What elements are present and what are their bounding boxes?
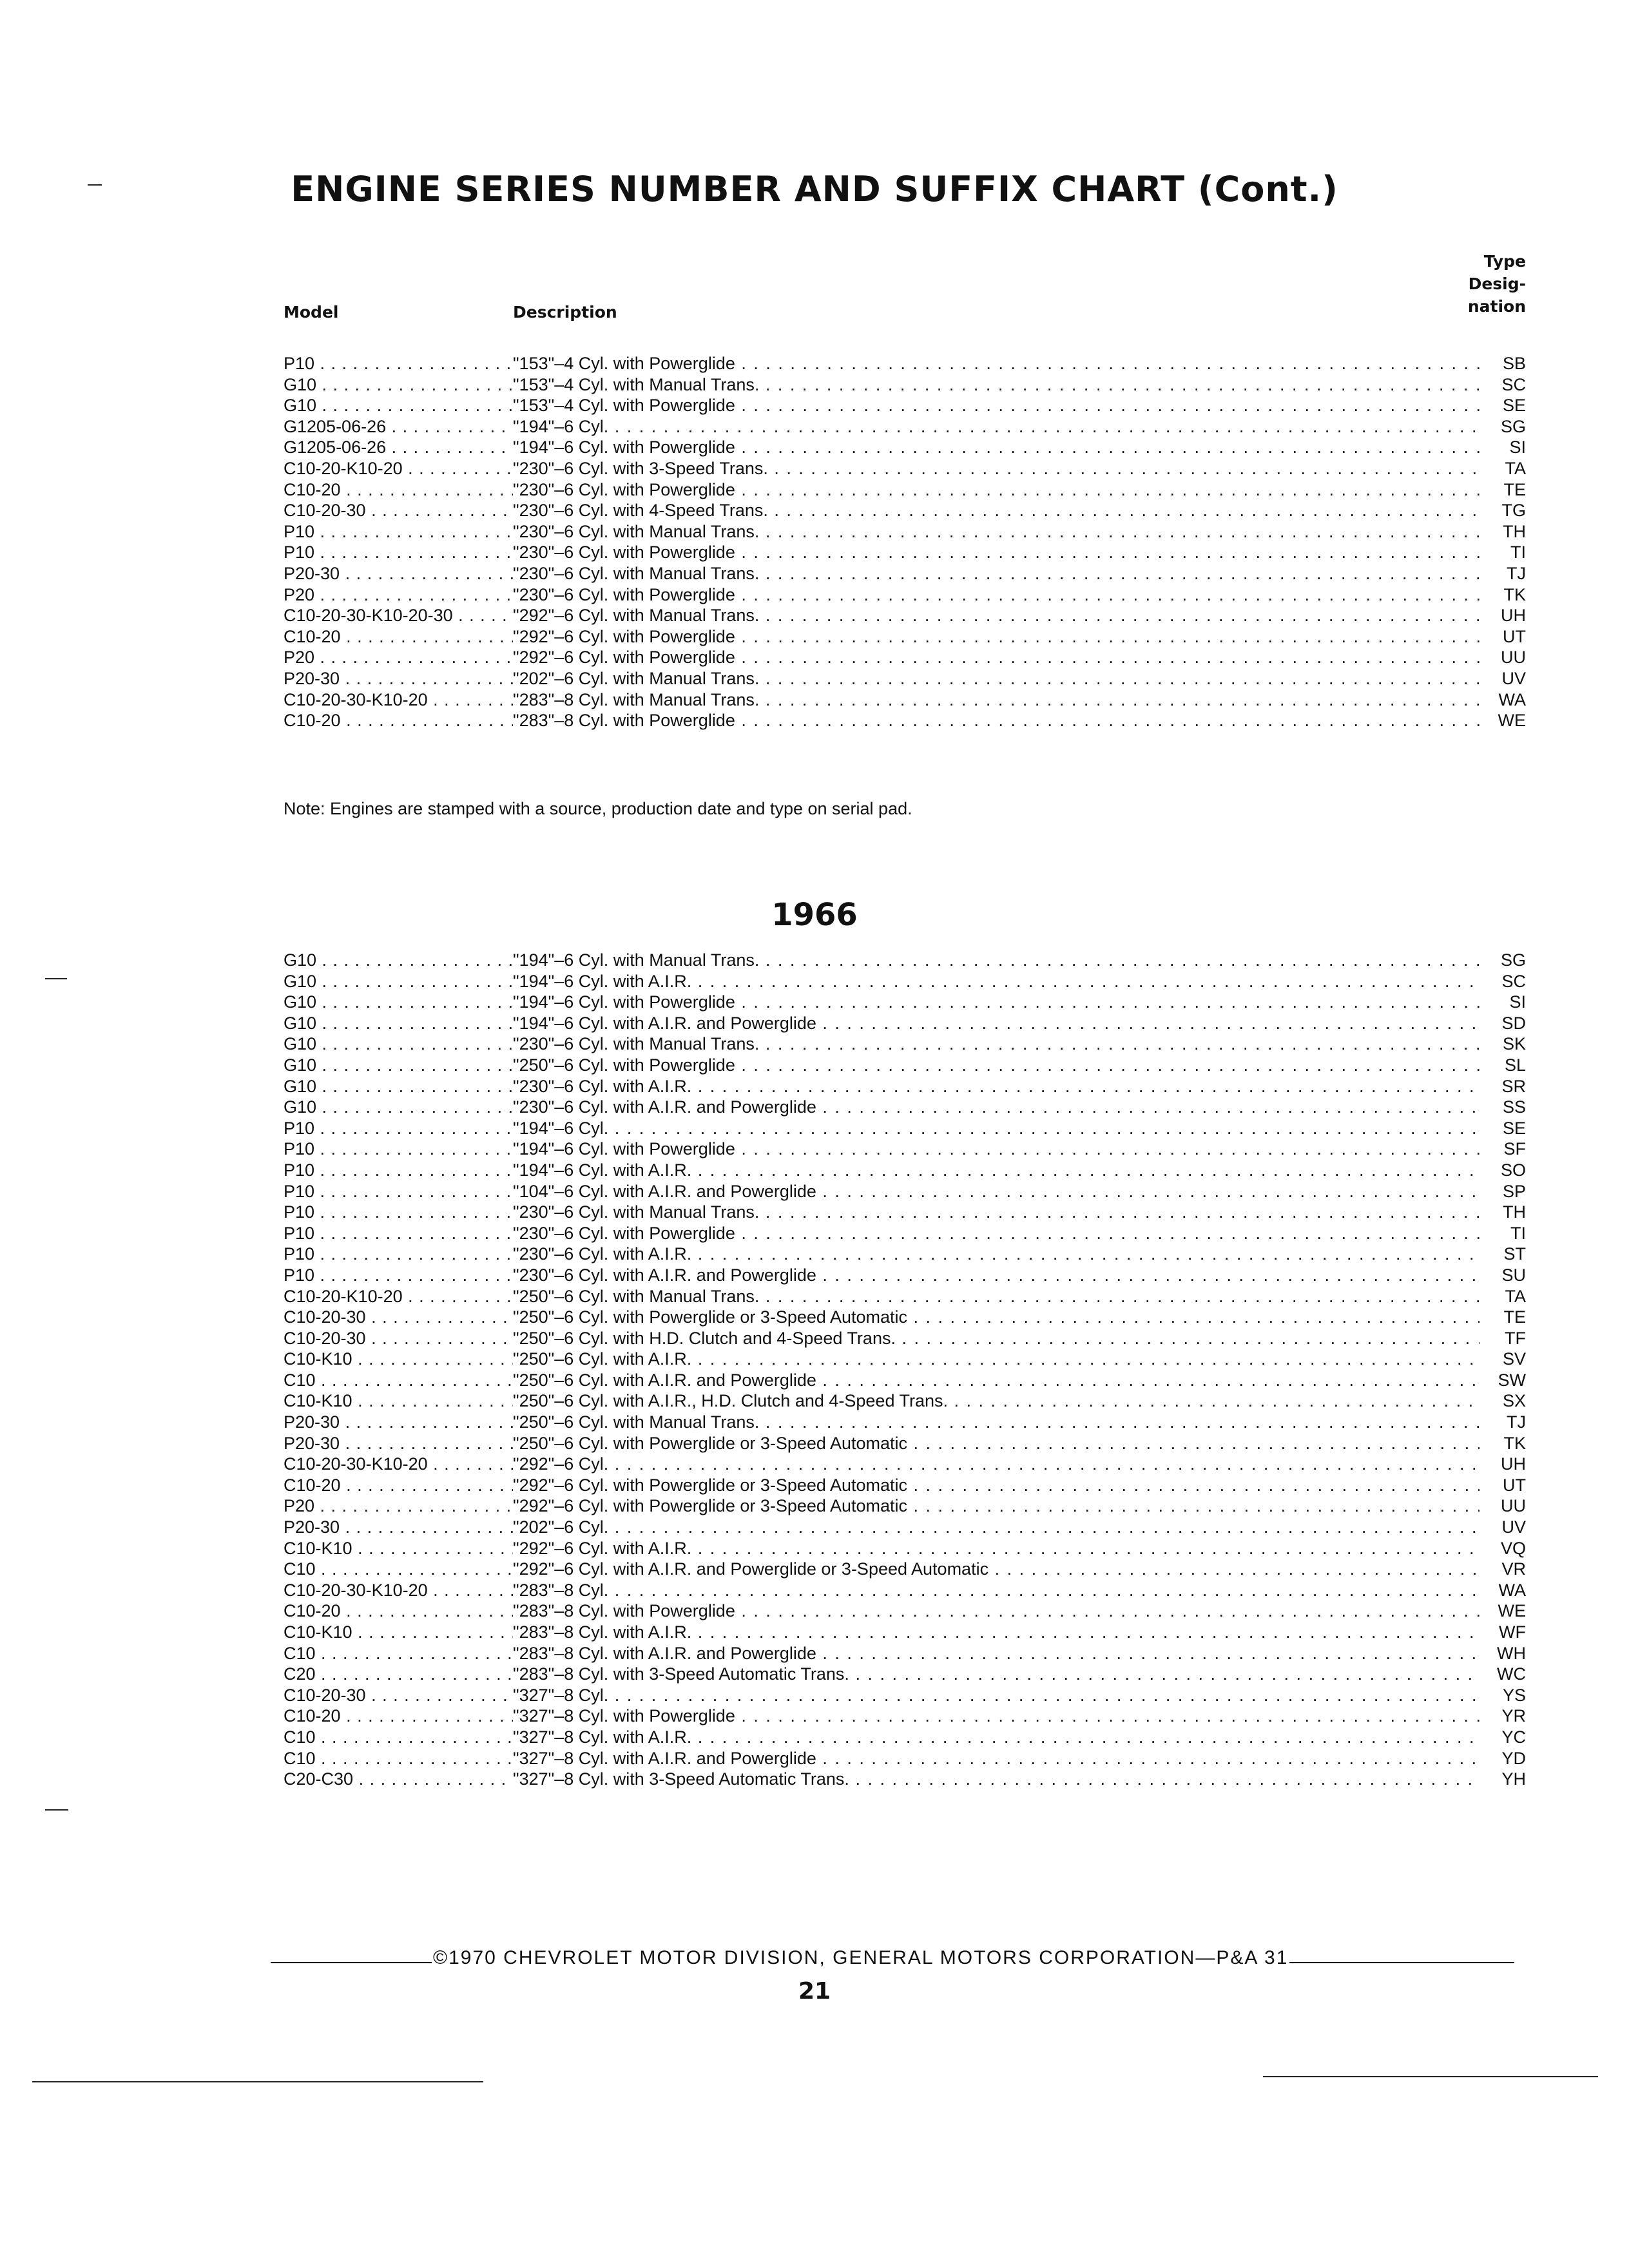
table-row [284,563,1526,584]
footer-copyright: ©1970 CHEVROLET MOTOR DIVISION, GENERAL MOTORS CORPORATION—P&A 31 [433,1947,1289,1968]
model-cell: C10-20-K10-20 . . . [284,458,513,479]
description-cell: "230"–6 Cyl. with Powerglide . . . [513,1223,1480,1244]
description-cell: "292"–6 Cyl. with Powerglide or 3-Speed Automatic . . . [513,1475,1480,1496]
type-header-line: Desig- [1468,274,1526,293]
description-cell: "250"–6 Cyl. with Manual Trans. . . . [513,1286,1480,1307]
type-code-cell: ST [1503,1244,1526,1264]
table-row [284,1076,1526,1097]
model-cell: C10-K10 . . . [284,1622,513,1643]
description-cell: "250"–6 Cyl. with A.I.R. and Powerglide . . . [513,1370,1480,1391]
table-row [284,1097,1526,1118]
type-code-cell: TJ [1507,1412,1526,1432]
model-cell: P20-30 . . . [284,668,513,689]
description-cell: "230"–6 Cyl. with 4-Speed Trans. . . . [513,500,1480,521]
table-row [284,626,1526,648]
model-cell: P10 . . . [284,1223,513,1244]
table-row [284,500,1526,521]
model-cell: G10 . . . [284,992,513,1013]
type-header-line: nation [1467,297,1526,316]
footer [271,1947,1514,1969]
model-cell: G1205-06-26 . . . [284,416,513,437]
model-cell: C10-20 . . . [284,1475,513,1496]
type-code-cell: VQ [1500,1538,1526,1558]
description-cell: "194"–6 Cyl. with Powerglide . . . [513,1139,1480,1160]
scan-mark [32,2081,483,2082]
page-number: 21 [798,1978,831,2004]
type-code-cell: SP [1502,1181,1526,1201]
table-row [284,1600,1526,1622]
type-code-cell: UT [1503,1475,1526,1495]
model-cell: C20 . . . [284,1664,513,1685]
table-row [284,1643,1526,1664]
table-row [284,950,1526,971]
table-row [284,1412,1526,1433]
table-row [284,1495,1526,1517]
table-row [284,1769,1526,1790]
note-text: Note: Engines are stamped with a source, production date and type on serial pad. [284,799,912,818]
description-cell: "292"–6 Cyl. with A.I.R. and Powerglide or 3-Speed Automatic . . . [513,1559,1480,1580]
type-code-cell: SF [1503,1139,1526,1159]
model-cell: C10-20-30-K10-20 . . . [284,689,513,711]
type-code-cell: VR [1501,1559,1526,1579]
type-code-cell: SI [1509,992,1526,1012]
description-cell: "153"–4 Cyl. with Powerglide . . . [513,395,1480,416]
description-cell: "250"–6 Cyl. with Powerglide . . . [513,1055,1480,1076]
type-code-cell: WH [1497,1643,1526,1663]
type-code-cell: SI [1509,437,1526,457]
table-row [284,1265,1526,1286]
model-cell: G10 . . . [284,1013,513,1034]
model-cell: P20 . . . [284,647,513,668]
table-row [284,689,1526,711]
table-row [284,1118,1526,1139]
type-code-cell: YC [1501,1727,1526,1747]
page-title: ENGINE SERIES NUMBER AND SUFFIX CHART (Cont.) [291,169,1338,209]
table-row [284,1433,1526,1454]
table-row [284,1475,1526,1496]
type-code-cell: TA [1505,458,1526,478]
model-cell: P10 . . . [284,353,513,374]
engine-table-1965 [284,353,1526,731]
type-code-cell: SX [1502,1391,1526,1411]
model-cell: C20-C30 . . . [284,1769,513,1790]
table-row [284,647,1526,668]
table-row [284,1517,1526,1538]
table-row [284,971,1526,992]
model-cell: P20-30 . . . [284,1433,513,1454]
type-code-cell: TK [1503,584,1526,604]
table-row [284,1538,1526,1559]
type-code-cell: UT [1503,626,1526,646]
description-cell: "194"–6 Cyl. with A.I.R. and Powerglide . . . [513,1013,1480,1034]
model-cell: C10 . . . [284,1727,513,1748]
type-code-cell: SW [1498,1370,1526,1390]
description-cell: "283"–8 Cyl. . . . [513,1580,1480,1601]
type-code-cell: TH [1503,521,1526,541]
year-heading: 1966 [771,897,858,933]
model-cell: G10 . . . [284,395,513,416]
table-row [284,1390,1526,1412]
model-cell: C10-20 . . . [284,710,513,731]
description-header: Description [513,303,617,322]
model-cell: P10 . . . [284,521,513,543]
model-cell: G10 . . . [284,374,513,396]
model-cell: G10 . . . [284,1076,513,1097]
type-code-cell: TE [1503,1307,1526,1327]
type-code-cell: SS [1502,1097,1526,1117]
model-cell: C10-20-30 . . . [284,1685,513,1706]
description-cell: "153"–4 Cyl. with Powerglide . . . [513,353,1480,374]
type-code-cell: TF [1505,1328,1526,1348]
description-cell: "153"–4 Cyl. with Manual Trans. . . . [513,374,1480,396]
model-cell: C10-20-30 . . . [284,1307,513,1328]
description-cell: "230"–6 Cyl. with Manual Trans. . . . [513,1202,1480,1223]
table-row [284,1223,1526,1244]
model-cell: C10-20 . . . [284,1706,513,1727]
table-row [284,1244,1526,1265]
type-code-cell: SG [1500,950,1526,970]
table-row [284,1139,1526,1160]
type-code-cell: WE [1498,1601,1526,1621]
type-code-cell: TI [1510,1223,1526,1243]
description-cell: "250"–6 Cyl. with Manual Trans. . . . [513,1412,1480,1433]
description-cell: "250"–6 Cyl. with Powerglide or 3-Speed Automatic . . . [513,1433,1480,1454]
description-cell: "327"–8 Cyl. with A.I.R. and Powerglide . . . [513,1748,1480,1769]
model-cell: C10-20-30-K10-20-30 . . . [284,605,513,626]
table-row [284,1727,1526,1748]
type-designation-header [1468,250,1526,318]
model-cell: C10-K10 . . . [284,1390,513,1412]
table-row [284,1454,1526,1475]
type-code-cell: TJ [1507,563,1526,583]
engine-table-1966 [284,950,1526,1790]
table-row [284,458,1526,479]
model-cell: P10 . . . [284,1139,513,1160]
type-code-cell: TK [1503,1433,1526,1453]
description-cell: "104"–6 Cyl. with A.I.R. and Powerglide . . . [513,1181,1480,1202]
type-code-cell: TG [1501,501,1526,521]
description-cell: "292"–6 Cyl. with A.I.R. . . . [513,1538,1480,1559]
table-row [284,395,1526,416]
footer-rule [1289,1962,1514,1963]
model-cell: C10-20 . . . [284,626,513,648]
description-cell: "194"–6 Cyl. with A.I.R. . . . [513,971,1480,992]
table-row [284,1559,1526,1580]
description-cell: "327"–8 Cyl. with Powerglide . . . [513,1706,1480,1727]
table-row [284,374,1526,396]
type-code-cell: WC [1497,1664,1526,1684]
type-code-cell: SB [1502,354,1526,373]
description-cell: "230"–6 Cyl. with 3-Speed Trans. . . . [513,458,1480,479]
type-code-cell: TE [1503,479,1526,499]
model-header: Model [284,303,339,322]
table-row [284,1580,1526,1601]
model-cell: C10 . . . [284,1643,513,1664]
model-cell: C10-20-30 . . . [284,500,513,521]
scan-mark [45,978,67,979]
description-cell: "250"–6 Cyl. with Powerglide or 3-Speed Automatic . . . [513,1307,1480,1328]
model-cell: P20-30 . . . [284,1517,513,1538]
type-code-cell: UU [1501,648,1526,668]
type-code-cell: SL [1504,1055,1526,1075]
table-row [284,437,1526,458]
type-code-cell: TI [1510,543,1526,562]
description-cell: "194"–6 Cyl. . . . [513,416,1480,437]
model-cell: P20 . . . [284,584,513,606]
model-cell: C10-20-30 . . . [284,1328,513,1349]
table-row [284,1349,1526,1370]
table-row [284,1307,1526,1328]
description-cell: "292"–6 Cyl. with Powerglide . . . [513,647,1480,668]
model-cell: P20-30 . . . [284,563,513,584]
description-cell: "292"–6 Cyl. . . . [513,1454,1480,1475]
description-cell: "194"–6 Cyl. with A.I.R. . . . [513,1160,1480,1181]
type-code-cell: UV [1501,668,1526,688]
type-code-cell: UH [1501,1454,1526,1474]
description-cell: "202"–6 Cyl. . . . [513,1517,1480,1538]
table-row [284,521,1526,543]
description-cell: "194"–6 Cyl. with Manual Trans. . . . [513,950,1480,971]
description-cell: "283"–8 Cyl. with A.I.R. and Powerglide . . . [513,1643,1480,1664]
description-cell: "250"–6 Cyl. with A.I.R. . . . [513,1349,1480,1370]
model-cell: P10 . . . [284,1118,513,1139]
description-cell: "292"–6 Cyl. with Powerglide or 3-Speed Automatic . . . [513,1495,1480,1517]
description-cell: "230"–6 Cyl. with A.I.R. . . . [513,1244,1480,1265]
type-code-cell: SC [1501,971,1526,991]
model-cell: P20 . . . [284,1495,513,1517]
description-cell: "194"–6 Cyl. . . . [513,1118,1480,1139]
table-row [284,1013,1526,1034]
description-cell: "283"–8 Cyl. with A.I.R. . . . [513,1622,1480,1643]
table-row [284,1748,1526,1769]
table-row [284,479,1526,501]
type-code-cell: UV [1501,1517,1526,1537]
description-cell: "292"–6 Cyl. with Powerglide . . . [513,626,1480,648]
description-cell: "283"–8 Cyl. with 3-Speed Automatic Trans. . . . [513,1664,1480,1685]
table-row [284,1181,1526,1202]
description-cell: "327"–8 Cyl. with A.I.R. . . . [513,1727,1480,1748]
scan-mark [1263,2076,1598,2077]
table-row [284,1328,1526,1349]
model-cell: C10-20-30-K10-20 . . . [284,1454,513,1475]
type-code-cell: UU [1501,1496,1526,1516]
description-cell: "194"–6 Cyl. with Powerglide . . . [513,437,1480,458]
model-cell: C10-K10 . . . [284,1349,513,1370]
table-row [284,1033,1526,1055]
model-cell: C10 . . . [284,1748,513,1769]
description-cell: "230"–6 Cyl. with A.I.R. . . . [513,1076,1480,1097]
description-cell: "202"–6 Cyl. with Manual Trans. . . . [513,668,1480,689]
model-cell: P10 . . . [284,1202,513,1223]
type-code-cell: SC [1501,374,1526,394]
type-code-cell: WA [1498,1580,1526,1600]
description-cell: "292"–6 Cyl. with Manual Trans. . . . [513,605,1480,626]
table-row [284,605,1526,626]
table-row [284,668,1526,689]
table-row [284,584,1526,606]
description-cell: "230"–6 Cyl. with A.I.R. and Powerglide . . . [513,1097,1480,1118]
type-code-cell: SK [1502,1034,1526,1054]
model-cell: G1205-06-26 . . . [284,437,513,458]
description-cell: "283"–8 Cyl. with Powerglide . . . [513,710,1480,731]
table-row [284,542,1526,563]
model-cell: C10-20-K10-20 . . . [284,1286,513,1307]
scan-mark [45,1809,68,1811]
table-row [284,1202,1526,1223]
description-cell: "283"–8 Cyl. with Manual Trans. . . . [513,689,1480,711]
type-code-cell: SR [1501,1076,1526,1096]
model-cell: P10 . . . [284,1160,513,1181]
type-code-cell: WF [1499,1622,1526,1642]
type-code-cell: YH [1501,1769,1526,1789]
table-row [284,1622,1526,1643]
table-row [284,1160,1526,1181]
type-code-cell: SU [1501,1265,1526,1285]
type-code-cell: YR [1501,1706,1526,1726]
model-cell: G10 . . . [284,1055,513,1076]
description-cell: "230"–6 Cyl. with Manual Trans. . . . [513,563,1480,584]
type-code-cell: SV [1502,1349,1526,1369]
type-code-cell: UH [1501,606,1526,626]
model-cell: P10 . . . [284,542,513,563]
model-cell: G10 . . . [284,971,513,992]
model-cell: C10 . . . [284,1559,513,1580]
type-code-cell: WA [1498,689,1526,709]
model-cell: G10 . . . [284,1033,513,1055]
table-row [284,710,1526,731]
model-cell: C10 . . . [284,1370,513,1391]
model-cell: G10 . . . [284,1097,513,1118]
table-row [284,1370,1526,1391]
description-cell: "230"–6 Cyl. with Powerglide . . . [513,584,1480,606]
model-cell: C10-20 . . . [284,479,513,501]
description-cell: "230"–6 Cyl. with Powerglide . . . [513,542,1480,563]
table-row [284,992,1526,1013]
type-code-cell: SG [1500,416,1526,436]
model-cell: C10-K10 . . . [284,1538,513,1559]
table-row [284,1685,1526,1706]
table-row [284,1664,1526,1685]
description-cell: "230"–6 Cyl. with Powerglide . . . [513,479,1480,501]
model-cell: P10 . . . [284,1244,513,1265]
type-code-cell: SO [1500,1160,1526,1180]
type-code-cell: TA [1505,1286,1526,1306]
footer-rule [271,1962,432,1963]
table-row [284,1286,1526,1307]
description-cell: "250"–6 Cyl. with A.I.R., H.D. Clutch and 4-Speed Trans. . . . [513,1390,1480,1412]
type-code-cell: TH [1503,1202,1526,1222]
type-header-line: Type [1483,252,1526,271]
description-cell: "194"–6 Cyl. with Powerglide . . . [513,992,1480,1013]
type-code-cell: WE [1498,711,1526,731]
table-row [284,1706,1526,1727]
model-cell: P10 . . . [284,1265,513,1286]
model-cell: C10-20-30-K10-20 . . . [284,1580,513,1601]
table-row [284,353,1526,374]
model-cell: G10 . . . [284,950,513,971]
table-row [284,1055,1526,1076]
scan-mark [88,184,102,186]
model-cell: C10-20 . . . [284,1600,513,1622]
type-code-cell: SD [1501,1013,1526,1033]
description-cell: "283"–8 Cyl. with Powerglide . . . [513,1600,1480,1622]
description-cell: "327"–8 Cyl. with 3-Speed Automatic Trans. . . . [513,1769,1480,1790]
type-code-cell: SE [1502,1118,1526,1138]
description-cell: "230"–6 Cyl. with A.I.R. and Powerglide . . . [513,1265,1480,1286]
type-code-cell: SE [1502,396,1526,416]
model-cell: P20-30 . . . [284,1412,513,1433]
type-code-cell: YS [1502,1685,1526,1705]
model-cell: P10 . . . [284,1181,513,1202]
table-row [284,416,1526,437]
description-cell: "250"–6 Cyl. with H.D. Clutch and 4-Speed Trans. . . . [513,1328,1480,1349]
description-cell: "327"–8 Cyl. . . . [513,1685,1480,1706]
type-code-cell: YD [1501,1748,1526,1768]
description-cell: "230"–6 Cyl. with Manual Trans. . . . [513,1033,1480,1055]
description-cell: "230"–6 Cyl. with Manual Trans. . . . [513,521,1480,543]
